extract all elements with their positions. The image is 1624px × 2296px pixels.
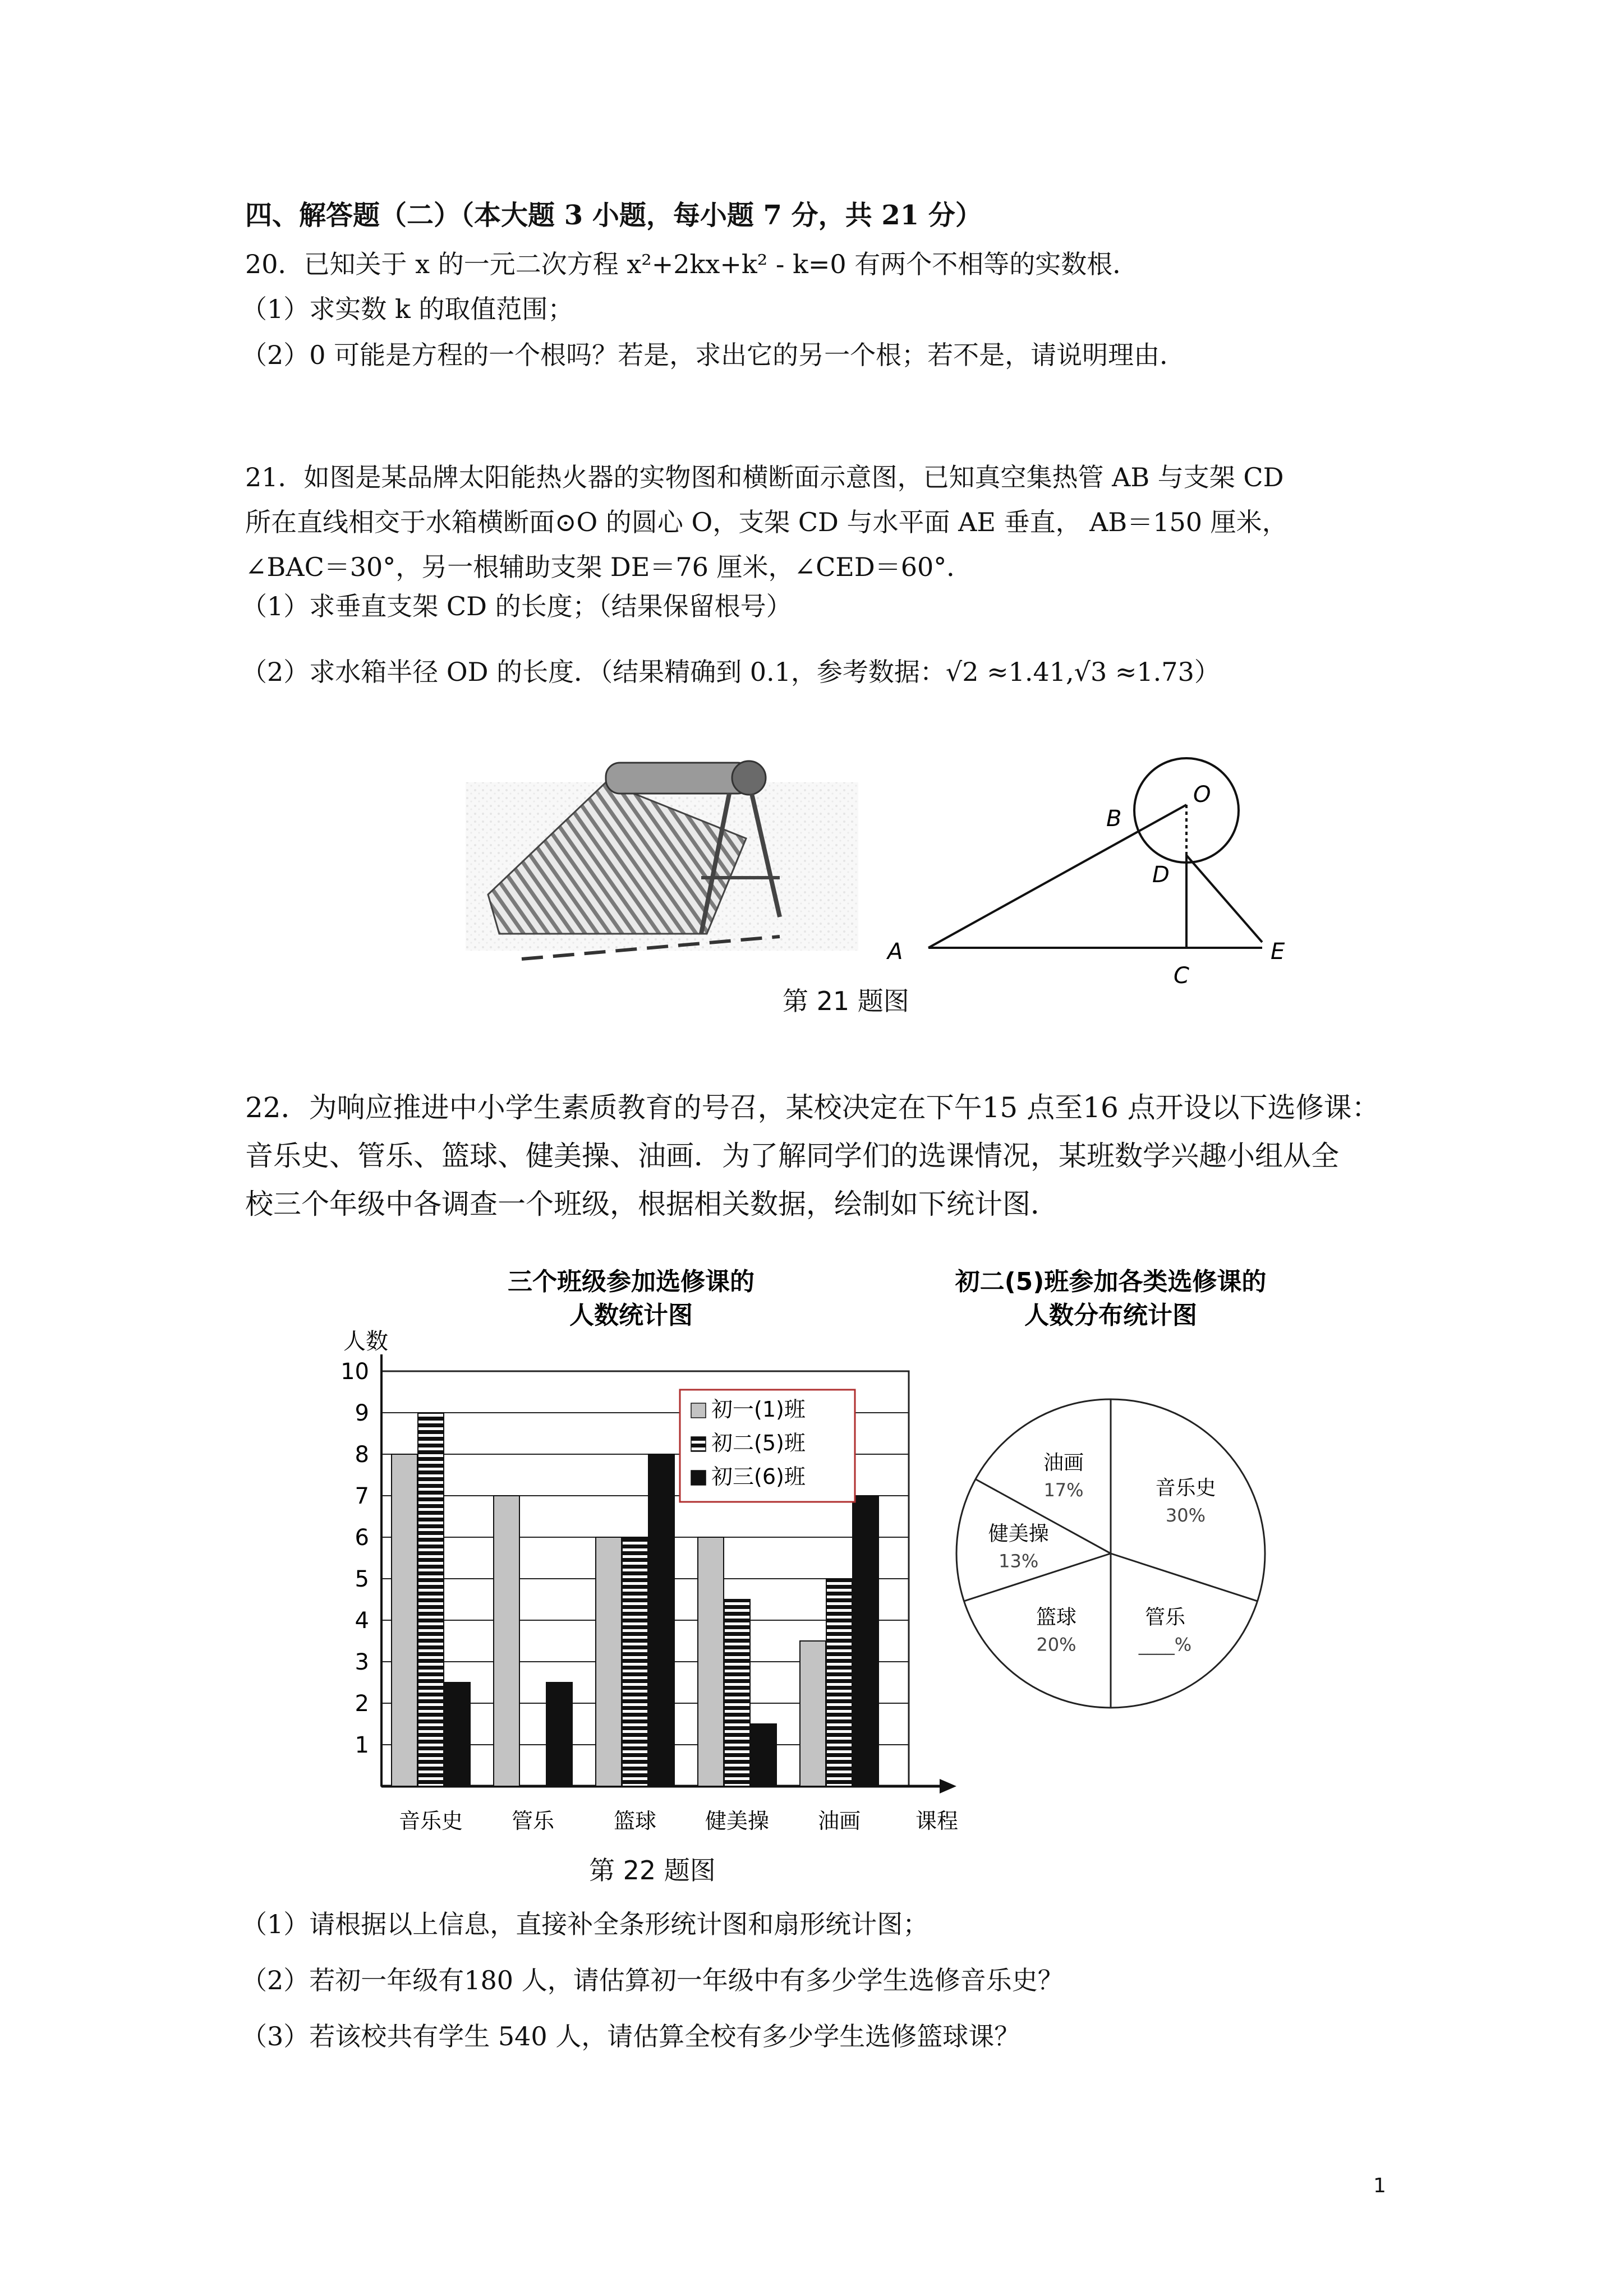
legend-label: 初三(6)班 bbox=[711, 1464, 806, 1489]
legend-swatch bbox=[691, 1437, 706, 1451]
pie-slice-label: 篮球 bbox=[1036, 1606, 1077, 1629]
label-o: O bbox=[1193, 782, 1211, 808]
q21-stem-line1: 21．如图是某品牌太阳能热火器的实物图和横断面示意图，已知真空集热管 AB 与支架 CD bbox=[245, 462, 1284, 492]
bar bbox=[751, 1724, 776, 1786]
q21-stem-line2: 所在直线相交于水箱横断面⊙O 的圆心 O，支架 CD 与水平面 AE 垂直， AB＝150 厘米， bbox=[245, 507, 1288, 537]
x-category-label: 油画 bbox=[817, 1809, 861, 1833]
legend-label: 初二(5)班 bbox=[711, 1431, 806, 1455]
pie-slice-percent: 17% bbox=[1043, 1479, 1084, 1501]
pie-slice-label: 健美操 bbox=[988, 1522, 1049, 1546]
y-tick-label: 6 bbox=[355, 1525, 369, 1551]
bar bbox=[622, 1537, 648, 1786]
pie-chart-title: 人数分布统计图 bbox=[1024, 1301, 1197, 1330]
q22-part1: （1）请根据以上信息，直接补全条形统计图和扇形统计图； bbox=[241, 1909, 929, 1939]
y-tick-label: 2 bbox=[355, 1691, 369, 1717]
label-b: B bbox=[1106, 806, 1122, 832]
bar-chart-xlabel: 课程 bbox=[915, 1809, 959, 1833]
x-category-label: 管乐 bbox=[511, 1809, 555, 1833]
bar bbox=[800, 1641, 826, 1786]
q22-part2: （2）若初一年级有180 人，请估算初一年级中有多少学生选修音乐史？ bbox=[241, 1965, 1064, 1995]
label-c: C bbox=[1174, 963, 1189, 989]
pie-slice-percent: 13% bbox=[999, 1550, 1039, 1572]
q20-stem: 20．已知关于 x 的一元二次方程 x²+2kx+k² - k=0 有两个不相等的实数根． bbox=[245, 249, 1139, 279]
page-number: 1 bbox=[1373, 2174, 1386, 2197]
bar bbox=[853, 1496, 878, 1786]
bar bbox=[698, 1537, 724, 1786]
solar-heater-photo bbox=[466, 749, 858, 973]
pie-slice-label: 管乐 bbox=[1144, 1606, 1185, 1629]
q20-part1: （1）求实数 k 的取值范围； bbox=[241, 294, 574, 324]
x-category-label: 健美操 bbox=[705, 1809, 770, 1833]
y-tick-label: 9 bbox=[355, 1400, 369, 1426]
q21-part2: （2）求水箱半径 OD 的长度．（结果精确到 0.1，参考数据：√2 ≈1.41,√3 ≈1.73） bbox=[241, 657, 1220, 687]
y-tick-label: 7 bbox=[355, 1483, 369, 1509]
q22-stem-line2: 音乐史、管乐、篮球、健美操、油画．为了解同学们的选课情况，某班数学兴趣小组从全 bbox=[245, 1140, 1339, 1172]
bar-chart bbox=[303, 1262, 959, 1851]
y-tick-label: 5 bbox=[355, 1566, 369, 1592]
q20-part2: （2）0 可能是方程的一个根吗？若是，求出它的另一个根；若不是，请说明理由． bbox=[241, 340, 1186, 370]
y-tick-label: 8 bbox=[355, 1442, 369, 1468]
x-axis-arrow bbox=[940, 1779, 956, 1794]
bar bbox=[826, 1579, 852, 1786]
bar bbox=[494, 1496, 519, 1786]
bar bbox=[392, 1454, 417, 1786]
pie-slice-percent: 20% bbox=[1036, 1634, 1076, 1656]
legend-swatch bbox=[691, 1470, 706, 1485]
segment-ab bbox=[928, 805, 1186, 948]
label-e: E bbox=[1271, 939, 1285, 965]
geometry-diagram bbox=[875, 743, 1313, 995]
legend-swatch bbox=[691, 1403, 706, 1418]
bar-chart-ylabel: 人数 bbox=[343, 1329, 388, 1354]
y-tick-label: 3 bbox=[355, 1649, 369, 1675]
section-title: 四、解答题（二）（本大题 3 小题，每小题 7 分，共 21 分） bbox=[245, 200, 982, 231]
x-category-label: 音乐史 bbox=[398, 1809, 463, 1833]
bar-chart-title: 人数统计图 bbox=[569, 1301, 693, 1330]
bar bbox=[546, 1682, 572, 1786]
y-tick-label: 10 bbox=[341, 1359, 369, 1385]
q22-stem-line3: 校三个年级中各调查一个班级，根据相关数据，绘制如下统计图． bbox=[245, 1188, 1059, 1220]
bar bbox=[596, 1537, 622, 1786]
bar bbox=[648, 1454, 674, 1786]
label-a: A bbox=[887, 939, 903, 965]
q21-part1: （1）求垂直支架 CD 的长度；（结果保留根号） bbox=[241, 591, 792, 621]
q22-part3: （3）若该校共有学生 540 人，请估算全校有多少学生选修篮球课？ bbox=[241, 2021, 1020, 2051]
pie-slice-label: 音乐史 bbox=[1155, 1477, 1216, 1500]
legend-label: 初一(1)班 bbox=[711, 1397, 806, 1422]
bar bbox=[418, 1413, 444, 1786]
y-tick-label: 4 bbox=[355, 1608, 369, 1634]
x-category-label: 篮球 bbox=[613, 1809, 657, 1833]
pie-slice-percent: 30% bbox=[1165, 1505, 1206, 1527]
pie-chart bbox=[898, 1262, 1324, 1727]
q22-figure-caption: 第 22 题图 bbox=[589, 1855, 716, 1885]
y-tick-label: 1 bbox=[355, 1732, 369, 1758]
q21-stem-line3: ∠BAC＝30°，另一根辅助支架 DE＝76 厘米，∠CED＝60°． bbox=[245, 552, 973, 582]
bar bbox=[444, 1682, 470, 1786]
bar bbox=[724, 1599, 750, 1786]
segment-de bbox=[1186, 855, 1262, 942]
label-d: D bbox=[1152, 862, 1170, 888]
pie-chart-title: 初二(5)班参加各类选修课的 bbox=[955, 1267, 1267, 1296]
q22-stem-line1: 22．为响应推进中小学生素质教育的号召，某校决定在下午15 点至16 点开设以下选修课： bbox=[245, 1091, 1380, 1124]
pie-slice-percent: ____% bbox=[1138, 1634, 1192, 1656]
q21-figure-caption: 第 21 题图 bbox=[783, 986, 909, 1016]
pie-slice-label: 油画 bbox=[1043, 1451, 1084, 1474]
bar-chart-title: 三个班级参加选修课的 bbox=[508, 1267, 755, 1296]
